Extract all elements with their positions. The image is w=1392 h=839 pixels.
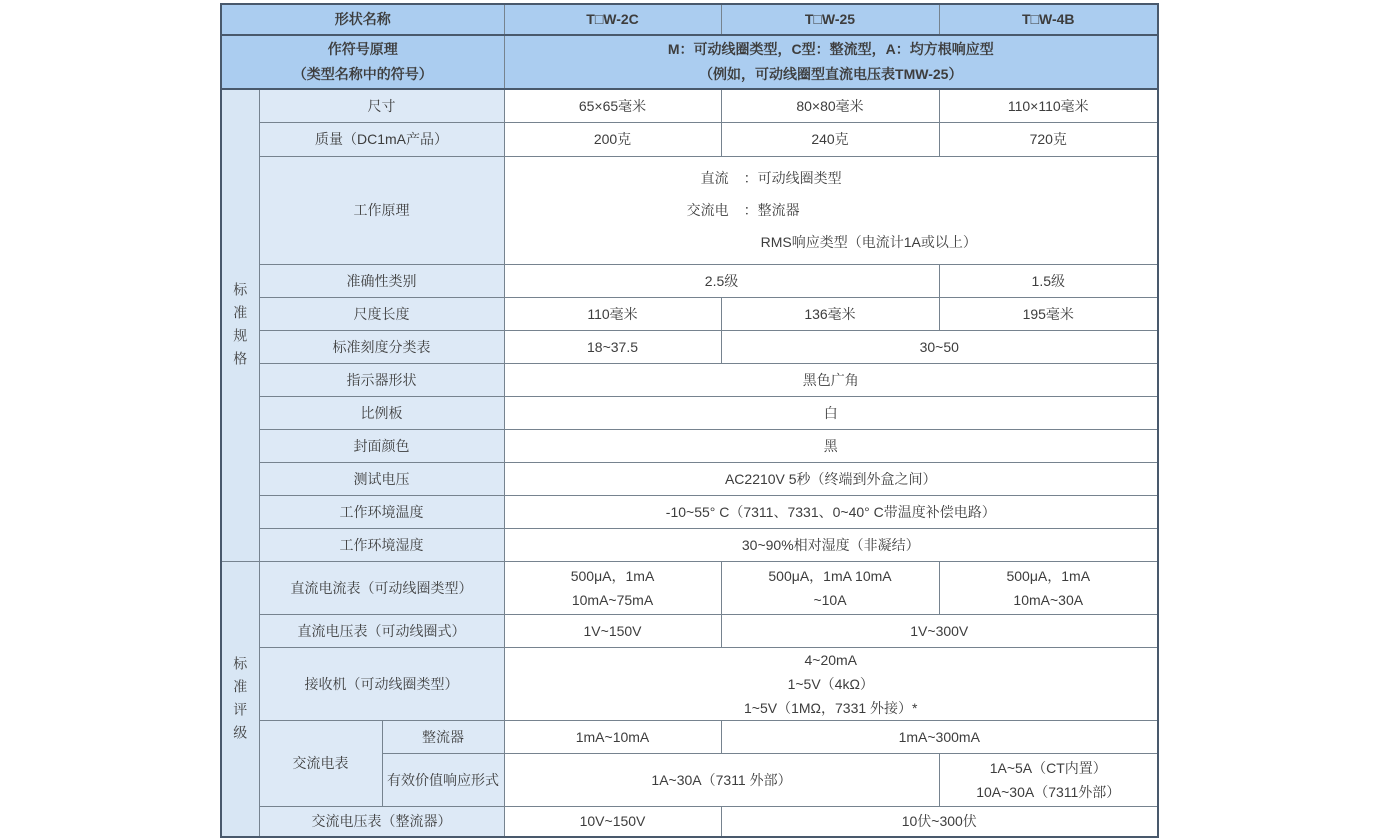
cell-test-voltage: AC2210V 5秒（终端到外盒之间） bbox=[504, 462, 1158, 495]
principle-ac-term: 交流电 bbox=[686, 202, 729, 218]
cell-receiver bbox=[504, 647, 1158, 720]
cell-dc-ammeter-tmw-2c bbox=[504, 561, 721, 614]
symbol-value-line1: M：可动线圈类型，C型：整流型，A：均方根响应型 bbox=[667, 41, 994, 57]
cell-weight-tmw-4b: 720克 bbox=[939, 122, 1158, 156]
row-label-size: 尺寸 bbox=[259, 89, 504, 122]
symbol-value-line2: （例如，可动线圈型直流电压表TMW-25） bbox=[699, 66, 963, 82]
cell-accuracy-tmw-2c-25: 2.5级 bbox=[504, 264, 939, 297]
row-label-dc-voltmeter: 直流电压表（可动线圈式） bbox=[259, 614, 504, 647]
dc-ammeter-25-line2: ~10A bbox=[813, 591, 847, 608]
header-model-tmw-2c: T□W-2C bbox=[504, 4, 721, 35]
row-label-ac-voltmeter: 交流电压表（整流器） bbox=[259, 806, 504, 837]
principle-dc-term: 直流 bbox=[700, 170, 729, 186]
cell-ac-voltmeter-tmw-2c: 10V~150V bbox=[504, 806, 721, 837]
cell-ac-rms-tmw-2c-25: 1A~30A（7311 外部） bbox=[504, 753, 939, 806]
row-label-principle: 工作原理 bbox=[259, 156, 504, 264]
principle-line-rms: RMS响应类型（电流计1A或以上） bbox=[760, 234, 977, 250]
receiver-line1: 4~20mA bbox=[804, 651, 858, 668]
principle-line-ac bbox=[685, 194, 977, 226]
ac-rms-4b-line2: 10A~30A（7311外部） bbox=[976, 783, 1121, 800]
row-label-ac-meter: 交流电表 bbox=[259, 720, 382, 806]
cell-ac-rms-tmw-4b bbox=[939, 753, 1158, 806]
row-label-test-voltage: 测试电压 bbox=[259, 462, 504, 495]
dc-ammeter-4b-line1: 500μA，1mA bbox=[1006, 567, 1091, 584]
row-label-scale-class: 标准刻度分类表 bbox=[259, 330, 504, 363]
group-standard-rating bbox=[221, 561, 259, 837]
cell-humidity: 30~90%相对湿度（非凝结） bbox=[504, 528, 1158, 561]
cell-scale-class-tmw-25-4b: 30~50 bbox=[721, 330, 1158, 363]
group-standard-spec-label: 标准规格 bbox=[232, 282, 249, 375]
receiver-line3: 1~5V（1MΩ，7331 外接）* bbox=[744, 699, 918, 716]
cell-cover: 黑 bbox=[504, 429, 1158, 462]
row-label-weight: 质量（DC1mA产品） bbox=[259, 122, 504, 156]
group-standard-rating-label: 标准评级 bbox=[232, 655, 249, 748]
spec-table-wrap bbox=[220, 3, 1159, 838]
header-symbol-label bbox=[221, 35, 504, 89]
cell-accuracy-tmw-4b: 1.5级 bbox=[939, 264, 1158, 297]
receiver-line2: 1~5V（4kΩ） bbox=[787, 675, 874, 692]
row-label-receiver: 接收机（可动线圈类型） bbox=[259, 647, 504, 720]
cell-scale-length-tmw-4b: 195毫米 bbox=[939, 297, 1158, 330]
cell-scale-length-tmw-2c: 110毫米 bbox=[504, 297, 721, 330]
row-label-humidity: 工作环境湿度 bbox=[259, 528, 504, 561]
cell-size-tmw-4b: 110×110毫米 bbox=[939, 89, 1158, 122]
cell-ac-voltmeter-tmw-25-4b: 10伏~300伏 bbox=[721, 806, 1158, 837]
cell-scale-length-tmw-25: 136毫米 bbox=[721, 297, 939, 330]
row-label-dc-ammeter: 直流电流表（可动线圈类型） bbox=[259, 561, 504, 614]
dc-ammeter-2c-line2: 10mA~75mA bbox=[571, 591, 654, 608]
cell-principle bbox=[504, 156, 1158, 264]
cell-size-tmw-2c: 65×65毫米 bbox=[504, 89, 721, 122]
row-label-scale-length: 尺度长度 bbox=[259, 297, 504, 330]
header-model-tmw-4b: T□W-4B bbox=[939, 4, 1158, 35]
row-label-pointer: 指示器形状 bbox=[259, 363, 504, 396]
header-model-tmw-25: T□W-25 bbox=[721, 4, 939, 35]
symbol-label-line2: （类型名称中的符号） bbox=[292, 66, 433, 82]
cell-dial: 白 bbox=[504, 396, 1158, 429]
header-shape-name: 形状名称 bbox=[221, 4, 504, 35]
principle-line-dc bbox=[685, 162, 977, 194]
row-label-temperature: 工作环境温度 bbox=[259, 495, 504, 528]
row-label-dial: 比例板 bbox=[259, 396, 504, 429]
dc-ammeter-2c-line1: 500μA，1mA bbox=[570, 567, 655, 584]
row-label-cover: 封面颜色 bbox=[259, 429, 504, 462]
cell-dc-voltmeter-tmw-2c: 1V~150V bbox=[504, 614, 721, 647]
cell-scale-class-tmw-2c: 18~37.5 bbox=[504, 330, 721, 363]
cell-dc-ammeter-tmw-25 bbox=[721, 561, 939, 614]
cell-temperature: -10~55° C（7311、7331、0~40° C带温度补偿电路） bbox=[504, 495, 1158, 528]
dc-ammeter-4b-line2: 10mA~30A bbox=[1013, 591, 1084, 608]
ac-rms-4b-line1: 1A~5A（CT内置） bbox=[989, 759, 1107, 776]
principle-dc-desc: ：可动线圈类型 bbox=[743, 170, 842, 186]
cell-size-tmw-25: 80×80毫米 bbox=[721, 89, 939, 122]
cell-pointer: 黑色广角 bbox=[504, 363, 1158, 396]
cell-ac-rectifier-tmw-25-4b: 1mA~300mA bbox=[721, 720, 1158, 753]
group-standard-spec bbox=[221, 89, 259, 561]
cell-dc-ammeter-tmw-4b bbox=[939, 561, 1158, 614]
row-label-ac-rms: 有效价值响应形式 bbox=[382, 753, 504, 806]
cell-weight-tmw-2c: 200克 bbox=[504, 122, 721, 156]
row-label-ac-rectifier: 整流器 bbox=[382, 720, 504, 753]
row-label-accuracy: 准确性类别 bbox=[259, 264, 504, 297]
spec-table bbox=[220, 3, 1159, 838]
header-symbol-value bbox=[504, 35, 1158, 89]
cell-weight-tmw-25: 240克 bbox=[721, 122, 939, 156]
dc-ammeter-25-line1: 500μA，1mA 10mA bbox=[768, 567, 892, 584]
cell-ac-rectifier-tmw-2c: 1mA~10mA bbox=[504, 720, 721, 753]
principle-ac-desc: ：整流器 bbox=[743, 202, 800, 218]
cell-dc-voltmeter-tmw-25-4b: 1V~300V bbox=[721, 614, 1158, 647]
principle-block bbox=[685, 162, 977, 258]
symbol-label-line1: 作符号原理 bbox=[327, 41, 398, 57]
